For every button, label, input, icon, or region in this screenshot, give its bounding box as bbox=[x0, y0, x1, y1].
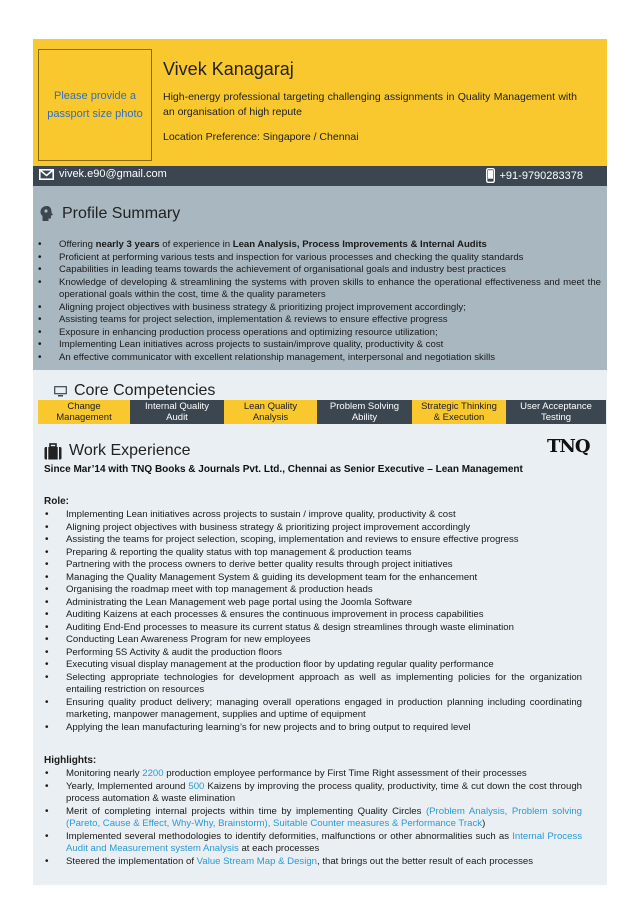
list-item-text: at each processes bbox=[238, 843, 320, 854]
competency-line: Testing bbox=[540, 412, 572, 423]
list-item: • Implementing Lean initiatives across projects to sustain / improve quality, productivity & cost bbox=[42, 509, 582, 522]
competencies-row bbox=[38, 400, 606, 424]
list-item-text: Merit of completing internal projects within time by implementing Quality Circles bbox=[66, 805, 426, 817]
list-item: • Auditing Kaizens at each processes & ensures the continuous improvement in process capabilities bbox=[42, 609, 582, 622]
competency-line: Lean Quality bbox=[243, 401, 298, 412]
list-item-text: of experience in bbox=[159, 239, 233, 250]
list-item: • Proficient at performing various tests and inspection for various processes and checking the quality standards bbox=[35, 252, 601, 265]
competency-line: User Acceptance bbox=[520, 401, 592, 412]
head-icon bbox=[39, 205, 55, 223]
role-heading: Role: bbox=[44, 496, 69, 507]
core-competencies-title: Core Competencies bbox=[74, 382, 216, 399]
competency-line: & Execution bbox=[433, 412, 485, 423]
list-item bbox=[35, 239, 601, 252]
highlight-value: 2200 bbox=[142, 768, 164, 779]
photo-placeholder-text: Please provide a passport size photo bbox=[47, 90, 143, 120]
list-item: • Knowledge of developing & streamlining the systems with proven skills to enhance the operational effectiveness and meet the operational goals within the cost, time & the quality parameters bbox=[35, 277, 601, 302]
photo-placeholder bbox=[38, 49, 152, 161]
highlight-value: Value Stream Map & Design bbox=[196, 855, 318, 867]
phone-number[interactable]: +91-9790283378 bbox=[499, 169, 583, 182]
list-item: • Exposure in enhancing production process operations and optimizing resource utilization; bbox=[35, 327, 601, 340]
company-logo: TNQ bbox=[547, 436, 590, 457]
competency-change-management bbox=[38, 400, 130, 424]
competency-user-acceptance-testing bbox=[506, 400, 606, 424]
core-competencies-heading bbox=[54, 382, 215, 400]
header bbox=[33, 39, 607, 166]
email-link[interactable]: vivek.e90@gmail.com bbox=[59, 168, 167, 180]
list-item: • Administrating the Lean Management web page portal using the Joomla Software bbox=[42, 597, 582, 610]
list-item: • Auditing End-End processes to measure its current status & design streamlines through waste elimination bbox=[42, 622, 582, 635]
briefcase-icon bbox=[44, 443, 62, 460]
list-item: • Capabilities in leading teams towards the achievement of organisational goals and industry best practices bbox=[35, 264, 601, 277]
list-item: • Implementing Lean initiatives across projects to sustain/improve quality, productivity & cost bbox=[35, 339, 601, 352]
list-item-text: Kaizens by improving the process quality, productivity, time & cut down the cost through process automation & waste elimination bbox=[66, 780, 583, 804]
list-item: • Performing 5S Activity & audit the production floors bbox=[42, 647, 582, 660]
list-item-text: Offering bbox=[59, 239, 96, 250]
highlights-list bbox=[42, 768, 582, 868]
competency-line: Audit bbox=[166, 412, 188, 423]
list-item: • Applying the lean manufacturing learning’s for new projects and to bring output to required level bbox=[42, 722, 582, 735]
tagline: High-energy professional targeting challenging assignments in Quality Management with an organisation of high repute bbox=[163, 91, 577, 118]
list-item: • Organising the roadmap meet with top management & production heads bbox=[42, 584, 582, 597]
competency-problem-solving bbox=[317, 400, 412, 424]
candidate-name: Vivek Kanagaraj bbox=[163, 59, 294, 79]
competency-internal-quality-audit bbox=[130, 400, 224, 424]
list-item: • Selecting appropriate technologies for development approach as well as implementing policies for the organization entailing restriction on resources bbox=[42, 672, 582, 697]
list-item: • Assisting the teams for project selection, scoping, implementation and reviews to ensure effective progress bbox=[42, 534, 582, 547]
list-item-text: ) bbox=[482, 818, 486, 829]
list-item-text: Monitoring nearly bbox=[66, 768, 143, 779]
list-item: • Partnering with the process owners to derive better quality results through project initiatives bbox=[42, 559, 582, 572]
contact-bar bbox=[33, 166, 607, 186]
list-item-bold: Lean Analysis, Process Improvements & Internal Audits bbox=[232, 239, 487, 250]
resume-page bbox=[33, 39, 607, 885]
monitor-icon bbox=[54, 386, 67, 397]
highlights-heading: Highlights: bbox=[44, 755, 97, 766]
list-item: • Aligning project objectives with business strategy & prioritizing project improvement accordingly bbox=[42, 522, 582, 535]
list-item bbox=[42, 781, 582, 806]
competency-line: Internal Quality bbox=[145, 401, 209, 412]
competency-line: Change bbox=[67, 401, 101, 412]
profile-summary-section bbox=[33, 186, 607, 370]
list-item-text: production employee performance by First Time Right assessment of their processes bbox=[163, 768, 527, 779]
competency-strategic-thinking bbox=[412, 400, 506, 424]
list-item: • Executing visual display management at the production floor by updating regular quality performance bbox=[42, 659, 582, 672]
competency-line: Management bbox=[56, 412, 112, 423]
competency-line: Problem Solving bbox=[329, 401, 400, 412]
list-item bbox=[42, 806, 582, 831]
highlight-value: 500 bbox=[188, 780, 205, 792]
highlight-value: (Problem Analysis, Problem solving (Pareto, Cause & Effect, Why-Why, Brainstorm), Suitable Counter measures & Performance Track bbox=[66, 805, 582, 829]
list-item: • Ensuring quality product delivery; managing overall operations engaged in production planning including coordinating marketing, manpower management, supplies and uptime of equipment bbox=[42, 697, 582, 722]
phone-block bbox=[486, 168, 584, 183]
envelope-icon bbox=[39, 169, 54, 180]
mobile-phone-icon bbox=[486, 168, 495, 183]
list-item bbox=[42, 856, 582, 869]
profile-summary-title: Profile Summary bbox=[62, 205, 181, 222]
competency-lean-quality-analysis bbox=[224, 400, 317, 424]
list-item-text: Yearly, Implemented around bbox=[66, 780, 189, 792]
list-item: • Managing the Quality Management System & guiding its development team for the enhancement bbox=[42, 572, 582, 585]
list-item: • An effective communicator with excellent relationship management, interpersonal and negotiation skills bbox=[35, 352, 601, 365]
profile-summary-list bbox=[35, 239, 601, 364]
list-item: • Conducting Lean Awareness Program for new employees bbox=[42, 634, 582, 647]
list-item bbox=[42, 831, 582, 856]
list-item-text: Steered the implementation of bbox=[66, 855, 197, 867]
profile-summary-heading bbox=[39, 205, 180, 223]
list-item: • Preparing & reporting the quality status with top management & production teams bbox=[42, 547, 582, 560]
work-experience-heading bbox=[44, 442, 191, 460]
email-block bbox=[39, 168, 167, 180]
list-item bbox=[42, 768, 582, 781]
list-item: • Assisting teams for project selection, implementation & reviews to ensure effective progress bbox=[35, 314, 601, 327]
list-item-text: , that brings out the better result of each processes bbox=[317, 855, 533, 867]
list-item: • Aligning project objectives with business strategy & prioritizing project improvement accordingly; bbox=[35, 302, 601, 315]
list-item-text: Implemented several methodologies to identify deformities, malfunctions or other abnormalities such as bbox=[66, 830, 513, 842]
work-experience-title: Work Experience bbox=[69, 442, 191, 459]
highlight-value: Internal Process Audit and Measurement system Analysis bbox=[66, 830, 583, 854]
list-item-bold: nearly 3 years bbox=[95, 239, 160, 250]
position-line: Since Mar’14 with TNQ Books & Journals Pvt. Ltd., Chennai as Senior Executive – Lean Management bbox=[44, 464, 523, 475]
location-preference: Location Preference: Singapore / Chennai bbox=[163, 131, 359, 143]
competency-line: Analysis bbox=[252, 412, 289, 423]
role-list bbox=[42, 509, 582, 734]
competency-line: Ability bbox=[351, 412, 378, 423]
competency-line: Strategic Thinking bbox=[421, 401, 497, 412]
